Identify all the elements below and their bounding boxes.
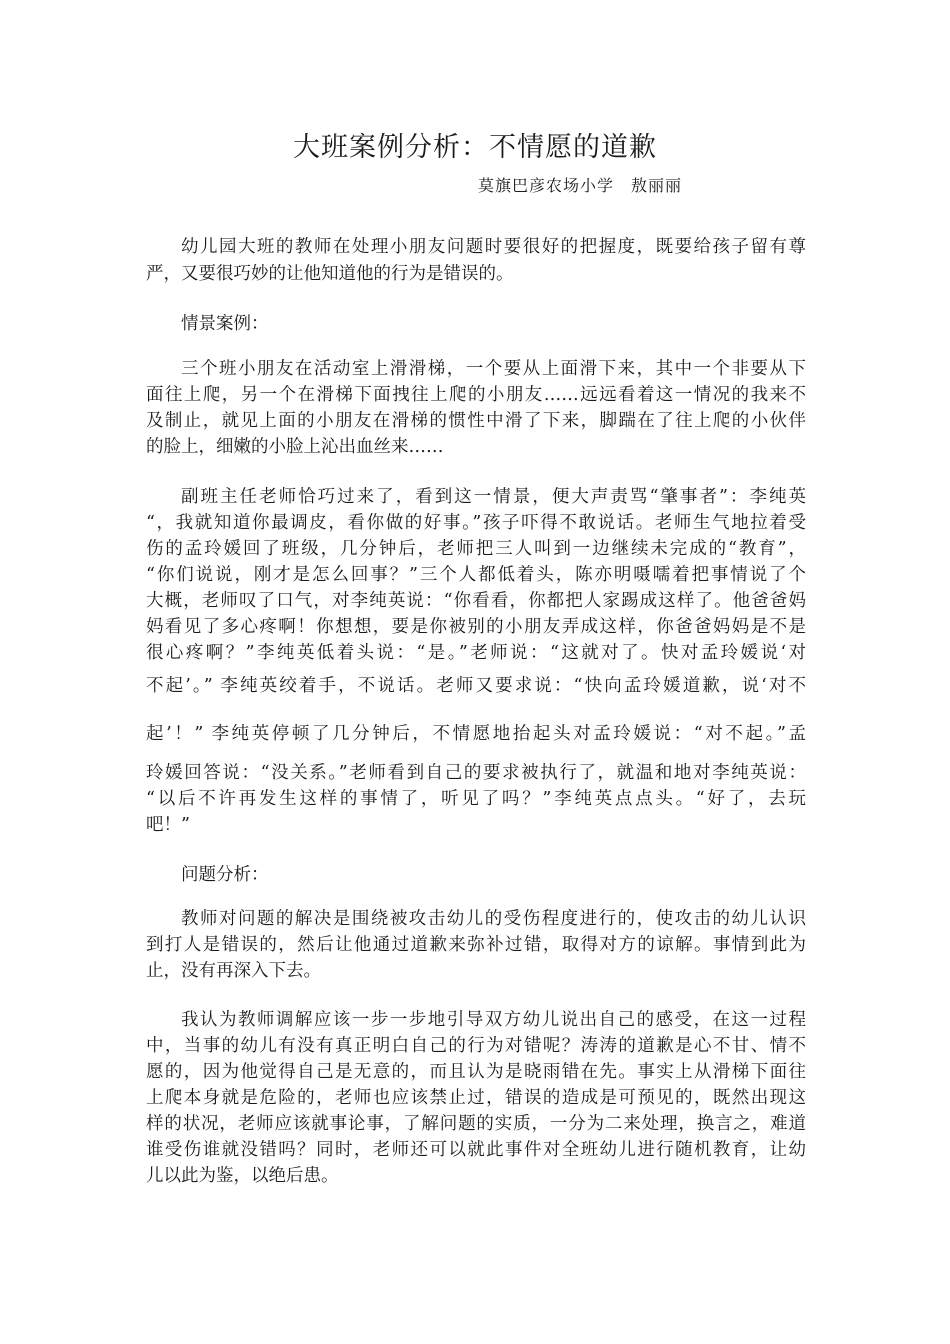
para3-line-12: 吧！” (146, 815, 190, 835)
author-line: 莫旗巴彦农场小学 敖丽丽 (478, 176, 683, 195)
para5-line-2: 中，当事的幼儿有没有真正明白自己的行为对错呢？涛涛的道歉是心不甘、情不 (146, 1036, 806, 1056)
para2-line-3: 及制止，就见上面的小朋友在滑梯的惯性中滑了下来，脚踹在了往上爬的小伙伴 (146, 411, 806, 431)
para3-line-1: 副班主任老师恰巧过来了，看到这一情景，便大声责骂“肇事者”：李纯英 (181, 487, 806, 507)
para5-line-7: 儿以此为鉴，以绝后患。 (146, 1166, 339, 1186)
para3-line-2: “，我就知道你最调皮，看你做的好事。”孩子吓得不敢说话。老师生气地拉着受 (146, 513, 806, 533)
para5-line-5: 样的状况，老师应该就事论事，了解问题的实质，一分为二来处理，换言之，难道 (146, 1114, 806, 1134)
para1-line-1: 幼儿园大班的教师在处理小朋友问题时要很好的把握度，既要给孩子留有尊 (181, 237, 806, 257)
para5-line-6: 谁受伤谁就没错吗？同时，老师还可以就此事件对全班幼儿进行随机教育，让幼 (146, 1140, 806, 1160)
para4-line-3: 止，没有再深入下去。 (146, 961, 321, 981)
para2-line-2: 面往上爬，另一个在滑梯下面拽往上爬的小朋友……远远看着这一情况的我来不 (146, 385, 806, 405)
document-title: 大班案例分析：不情愿的道歉 (293, 132, 657, 163)
para2-line-1: 三个班小朋友在活动室上滑滑梯，一个要从上面滑下来，其中一个非要从下 (181, 359, 806, 379)
para3-line-8: 不起’。” 李纯英绞着手，不说话。老师又要求说：“快向孟玲媛道歉，说‘对不 (146, 676, 806, 696)
section-heading-scenario: 情景案例： (181, 314, 269, 334)
para3-line-3: 伤的孟玲媛回了班级，几分钟后，老师把三人叫到一边继续未完成的“教育”， (146, 539, 806, 559)
para1-line-2: 严，又要很巧妙的让他知道他的行为是错误的。 (146, 264, 514, 284)
para2-line-4: 的脸上，细嫩的小脸上沁出血丝来…… (146, 437, 444, 457)
para4-line-1: 教师对问题的解决是围绕被攻击幼儿的受伤程度进行的，使攻击的幼儿认识 (181, 909, 806, 929)
section-heading-analysis: 问题分析： (181, 865, 269, 885)
para3-line-4: “你们说说，刚才是怎么回事？”三个人都低着头，陈亦明嗫嚅着把事情说了个 (146, 565, 806, 585)
para5-line-4: 上爬本身就是危险的，老师也应该禁止过，错误的造成是可预见的，既然出现这 (146, 1088, 806, 1108)
para3-line-10: 玲媛回答说：“没关系。”老师看到自己的要求被执行了，就温和地对李纯英说： (146, 763, 806, 783)
para3-line-5: 大概，老师叹了口气，对李纯英说：“你看看，你都把人家踢成这样了。他爸爸妈 (146, 591, 806, 611)
para5-line-1: 我认为教师调解应该一步一步地引导双方幼儿说出自己的感受，在这一过程 (181, 1010, 806, 1030)
para3-line-7: 很心疼啊？”李纯英低着头说：“是。”老师说：“这就对了。快对孟玲媛说‘对 (146, 643, 806, 663)
para4-line-2: 到打人是错误的，然后让他通过道歉来弥补过错，取得对方的谅解。事情到此为 (146, 935, 806, 955)
para3-line-9: 起’！” 李纯英停顿了几分钟后，不情愿地抬起头对孟玲媛说：“对不起。”孟 (146, 724, 806, 744)
para5-line-3: 愿的，因为他觉得自己是无意的，而且认为是晓雨错在先。事实上从滑梯下面往 (146, 1062, 806, 1082)
para3-line-6: 妈看见了多心疼啊！你想想，要是你被别的小朋友弄成这样，你爸爸妈妈是不是 (146, 617, 806, 637)
para3-line-11: “以后不许再发生这样的事情了，听见了吗？”李纯英点点头。“好了，去玩 (146, 789, 806, 809)
